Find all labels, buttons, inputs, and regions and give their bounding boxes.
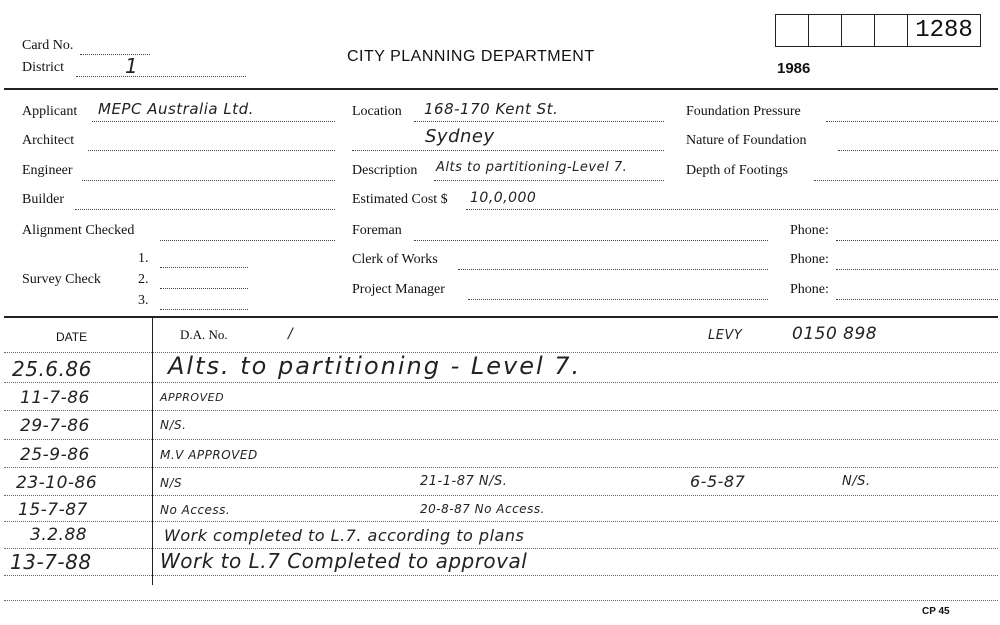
year: 1986: [777, 60, 811, 77]
entry-date: 15-7-87: [18, 500, 88, 520]
foreman-phone-label: Phone:: [790, 223, 829, 238]
levy-label: LEVY: [708, 328, 743, 343]
applicant-line: [92, 121, 335, 122]
entry-text: N/S.: [160, 418, 187, 432]
survey-line-2: [160, 288, 248, 289]
entry-text: Work completed to L.7. according to plans: [164, 526, 525, 545]
entry-text-2: 20-8-87 No Access.: [420, 502, 545, 516]
log-column-divider: [152, 318, 153, 585]
card-number-box: [842, 15, 875, 46]
card-number-box: [776, 15, 809, 46]
architect-label: Architect: [22, 133, 75, 148]
entry-date: 13-7-88: [10, 550, 92, 574]
clerk-phone-line: [836, 269, 998, 270]
district-value: 1: [125, 54, 139, 78]
entry-date: 23-10-86: [16, 473, 98, 493]
description-line: [434, 180, 664, 181]
entry-text: APPROVED: [160, 391, 225, 404]
location-value: 168-170 Kent St.: [424, 100, 559, 118]
log-line: [4, 467, 998, 468]
card-no-line: [80, 54, 150, 55]
date-header: DATE: [56, 330, 88, 344]
card-number: 1288: [915, 17, 973, 44]
alignment-line: [160, 240, 335, 241]
survey-item-1: 1.: [138, 251, 149, 266]
card-number-boxes: [775, 14, 981, 47]
builder-label: Builder: [22, 192, 64, 207]
estimated-cost-line: [466, 209, 998, 210]
clerk-phone-label: Phone:: [790, 252, 829, 267]
log-line: [4, 575, 998, 576]
builder-line: [75, 209, 335, 210]
nature-of-foundation-label: Nature of Foundation: [686, 133, 807, 148]
header-rule: [4, 88, 998, 90]
entry-text-2: 21-1-87 N/S.: [420, 474, 508, 489]
log-line: [4, 495, 998, 496]
entry-text: No Access.: [160, 503, 231, 517]
card-number-box: [875, 15, 908, 46]
architect-line: [88, 150, 335, 151]
survey-item-2: 2.: [138, 272, 149, 287]
survey-item-3: 3.: [138, 293, 149, 308]
description-label: Description: [352, 163, 418, 178]
foreman-line: [414, 240, 768, 241]
log-line: [4, 410, 998, 411]
estimated-cost-label: Estimated Cost $: [352, 192, 448, 207]
da-header: D.A. No.: [180, 327, 228, 342]
clerk-label: Clerk of Works: [352, 252, 438, 267]
entry-date: 25-9-86: [20, 445, 90, 465]
entry-text: Work to L.7 Completed to approval: [160, 549, 528, 573]
depth-of-footings-line: [814, 180, 998, 181]
log-line: [4, 439, 998, 440]
entry-date: 3.2.88: [30, 525, 88, 545]
log-line: [4, 382, 998, 383]
card-number-box: [809, 15, 842, 46]
entry-date: 25.6.86: [12, 357, 92, 381]
entry-date: 29-7-86: [20, 416, 90, 436]
foreman-phone-line: [836, 240, 998, 241]
entry-text: Alts. to partitioning - Level 7.: [168, 352, 582, 380]
engineer-label: Engineer: [22, 163, 73, 178]
pm-phone-line: [836, 299, 998, 300]
levy-value: 0150 898: [792, 324, 878, 344]
log-top-rule: [4, 316, 998, 318]
nature-of-foundation-line: [838, 150, 998, 151]
footer-code: CP 45: [922, 606, 950, 617]
entry-text-3: 6-5-87: [690, 472, 746, 491]
department-title: CITY PLANNING DEPARTMENT: [347, 48, 595, 65]
foundation-pressure-label: Foundation Pressure: [686, 104, 801, 119]
estimated-cost-value: 10,0,000: [470, 190, 537, 206]
entry-text: M.V APPROVED: [160, 448, 258, 462]
location-value-2: Sydney: [425, 126, 495, 147]
description-value: Alts to partitioning-Level 7.: [436, 160, 628, 175]
district-line: [76, 76, 246, 77]
foreman-label: Foreman: [352, 223, 402, 238]
location-line: [414, 121, 664, 122]
clerk-line: [458, 269, 768, 270]
district-label: District: [22, 60, 64, 75]
applicant-label: Applicant: [22, 104, 78, 119]
location-line-2: [352, 150, 664, 151]
pm-line: [468, 299, 768, 300]
card-no-label: Card No.: [22, 38, 74, 53]
pm-label: Project Manager: [352, 282, 445, 297]
location-label: Location: [352, 104, 402, 119]
alignment-label: Alignment Checked: [22, 223, 135, 238]
log-line: [4, 600, 998, 601]
entry-text-4: N/S.: [842, 474, 871, 489]
survey-label: Survey Check: [22, 272, 101, 287]
foundation-pressure-line: [826, 121, 998, 122]
da-value: /: [288, 326, 294, 342]
survey-line-1: [160, 267, 248, 268]
applicant-value: MEPC Australia Ltd.: [98, 100, 254, 118]
survey-line-3: [160, 309, 248, 310]
log-line: [4, 521, 998, 522]
entry-date: 11-7-86: [20, 388, 90, 408]
entry-text: N/S: [160, 476, 183, 490]
pm-phone-label: Phone:: [790, 282, 829, 297]
depth-of-footings-label: Depth of Footings: [686, 163, 788, 178]
engineer-line: [82, 180, 335, 181]
